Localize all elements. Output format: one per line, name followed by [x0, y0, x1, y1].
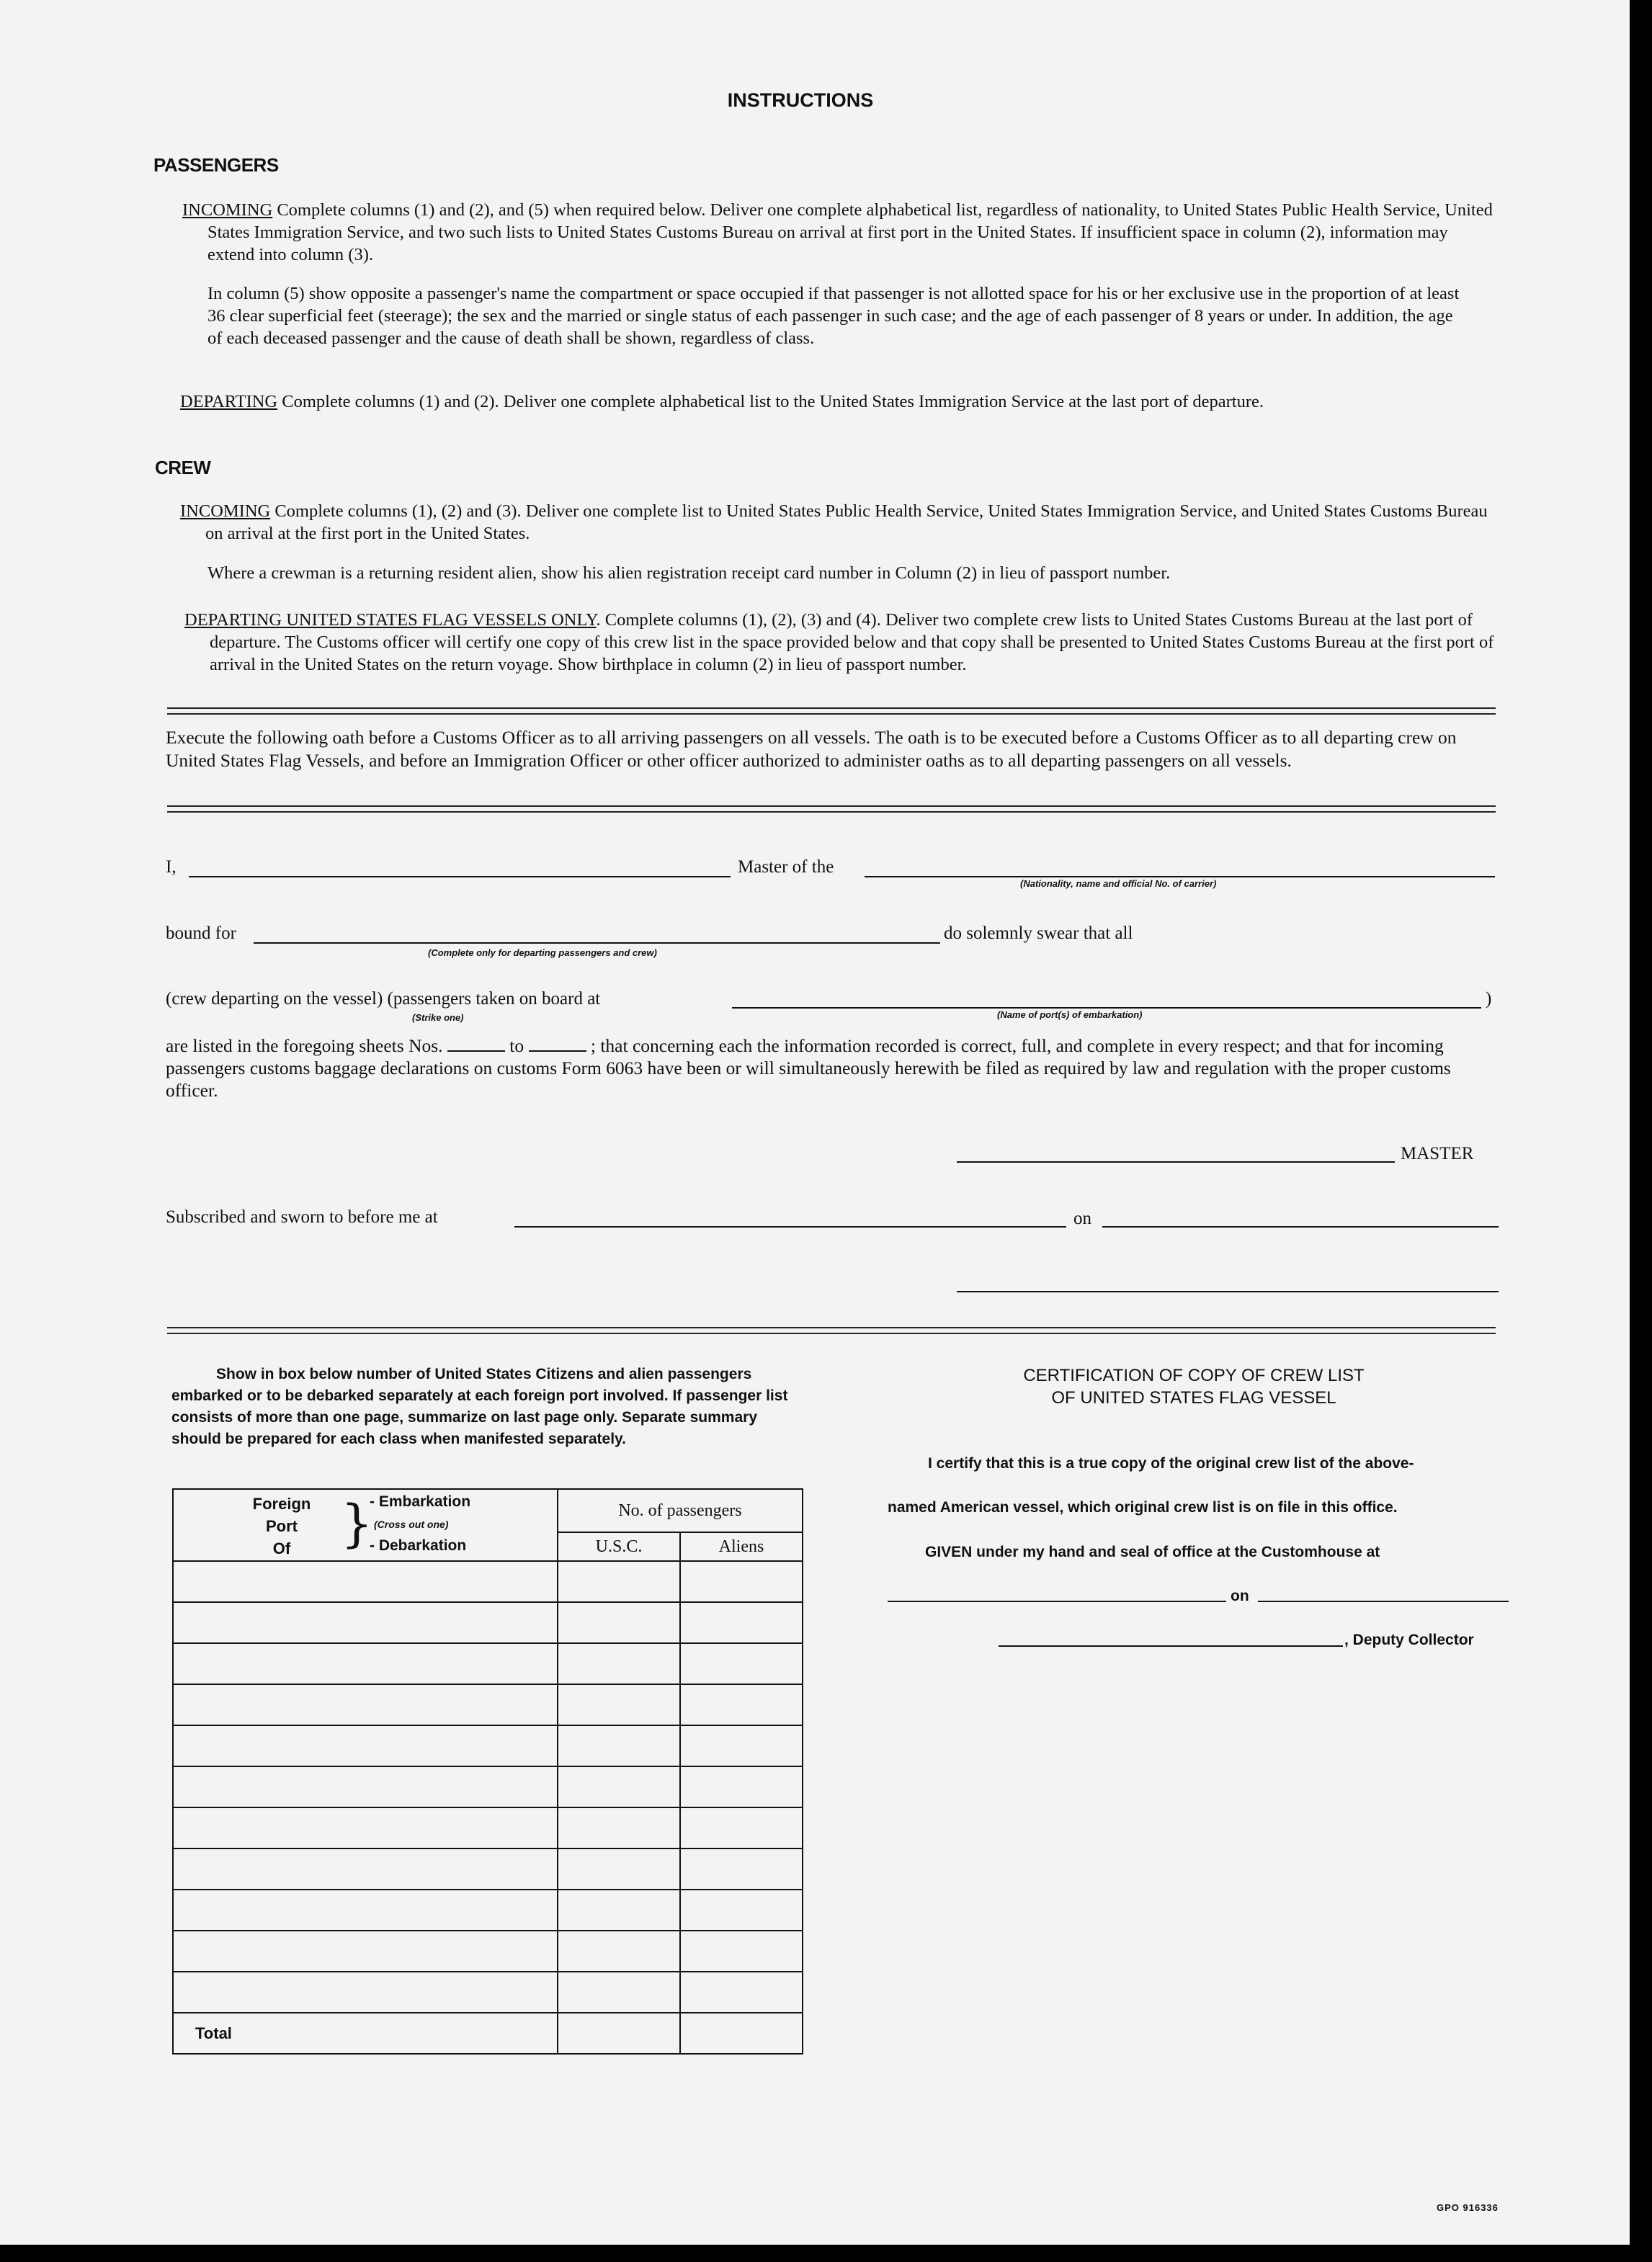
port-cell[interactable]	[173, 1643, 558, 1684]
certification-heading-line1: CERTIFICATION OF COPY OF CREW LIST	[1023, 1366, 1365, 1385]
summary-instructions: Show in box below number of United States Citizens and alien passengers embarked or to be debarked separately at each foreign port involved. If passenger list consists of more than one page, summarize on last page only. Separate summary should be prepared for each class when manifested separately.	[171, 1366, 788, 1447]
carrier-caption: (Nationality, name and official No. of carrier)	[1020, 878, 1217, 889]
passengers-column5-paragraph: In column (5) show opposite a passenger's name the compartment or space occupied if that passenger is not allotted space for his or her exclusive use in the proportion of at least 36 clear superficial feet (steerage); the sex and the married or single status of each passenger in such case; and the age of each passenger of 8 years or under. In addition, the age of each deceased passenger and the cause of death shall be shown, regardless of class.	[207, 284, 1460, 348]
passengers-incoming-label: INCOMING	[182, 200, 273, 220]
port-cell[interactable]	[173, 1561, 558, 1602]
deputy-signature-field[interactable]	[999, 1645, 1343, 1647]
master-of-the-label: Master of the	[738, 857, 834, 877]
strike-one-caption: (Strike one)	[412, 1012, 464, 1023]
usc-header: U.S.C.	[558, 1532, 680, 1561]
certify-on-label: on	[1231, 1588, 1249, 1604]
footer-code: GPO 916336	[1437, 2202, 1499, 2213]
port-cell[interactable]	[173, 1849, 558, 1890]
passengers-incoming-paragraph	[182, 199, 1496, 266]
sheets-to-label: to	[509, 1035, 524, 1056]
debarkation-label: - Debarkation	[370, 1537, 467, 1554]
aliens-cell[interactable]	[680, 1807, 803, 1849]
usc-cell[interactable]	[558, 1972, 680, 2013]
aliens-cell[interactable]	[680, 1766, 803, 1807]
brace-icon: }	[341, 1494, 373, 1553]
certify-date-field[interactable]	[1258, 1601, 1509, 1602]
double-rule	[167, 1327, 1496, 1334]
usc-cell[interactable]	[558, 1890, 680, 1931]
port-cell[interactable]	[173, 1931, 558, 1972]
total-aliens-cell[interactable]	[680, 2013, 803, 2054]
master-signature-field[interactable]	[957, 1161, 1395, 1163]
passengers-departing-text: Complete columns (1) and (2). Deliver one complete alphabetical list to the United States Immigration Service at the last port of departure.	[282, 392, 1264, 411]
deputy-collector-label: , Deputy Collector	[1344, 1632, 1474, 1648]
table-row	[173, 1931, 803, 1972]
crew-departing-label: DEPARTING UNITED STATES FLAG VESSELS ONLY	[184, 610, 597, 630]
master-name-field[interactable]	[189, 876, 731, 877]
table-row	[173, 1684, 803, 1725]
aliens-cell[interactable]	[680, 1931, 803, 1972]
cross-out-label: (Cross out one)	[374, 1519, 449, 1530]
usc-cell[interactable]	[558, 1602, 680, 1643]
usc-cell[interactable]	[558, 1561, 680, 1602]
table-row	[173, 1725, 803, 1766]
port-cell[interactable]	[173, 1807, 558, 1849]
passengers-departing-paragraph	[180, 390, 1496, 413]
passengers-heading: PASSENGERS	[153, 154, 279, 176]
oath-i-label: I,	[166, 857, 177, 877]
crew-incoming-label: INCOMING	[180, 501, 271, 521]
table-row	[173, 1849, 803, 1890]
port-label: Port	[266, 1517, 298, 1535]
sheets-prefix: are listed in the foregoing sheets Nos.	[166, 1035, 443, 1056]
aliens-cell[interactable]	[680, 1972, 803, 2013]
port-cell[interactable]	[173, 1725, 558, 1766]
passengers-departing-label: DEPARTING	[180, 392, 278, 411]
usc-cell[interactable]	[558, 1684, 680, 1725]
port-cell[interactable]	[173, 1766, 558, 1807]
usc-cell[interactable]	[558, 1807, 680, 1849]
sheets-paragraph	[166, 1034, 1484, 1101]
usc-cell[interactable]	[558, 1766, 680, 1807]
aliens-cell[interactable]	[680, 1890, 803, 1931]
customhouse-field[interactable]	[888, 1601, 1226, 1602]
sheet-from-field[interactable]	[447, 1050, 505, 1052]
total-usc-cell[interactable]	[558, 2013, 680, 2054]
subscribed-date-field[interactable]	[1102, 1226, 1499, 1228]
certification-heading-line2: OF UNITED STATES FLAG VESSEL	[1051, 1388, 1336, 1408]
double-rule	[167, 707, 1496, 715]
aliens-cell[interactable]	[680, 1684, 803, 1725]
embarkation-port-field[interactable]	[732, 1007, 1481, 1009]
table-row	[173, 1972, 803, 2013]
embarkation-label: - Embarkation	[370, 1493, 471, 1510]
oath-instructions: Execute the following oath before a Customs Officer as to all arriving passengers on all vessels. The oath is to be executed before a Customs Officer as to all departing crew on United States Flag Vessels, and before an Immigration Officer or other officer authorized to administer oaths as to all departing passengers on all vessels.	[166, 727, 1457, 771]
certify-line2: named American vessel, which original crew list is on file in this office.	[888, 1499, 1398, 1516]
no-of-passengers-header: No. of passengers	[558, 1489, 803, 1532]
table-row	[173, 1602, 803, 1643]
table-row	[173, 1890, 803, 1931]
close-paren: )	[1486, 989, 1492, 1009]
port-caption: (Name of port(s) of embarkation)	[997, 1009, 1143, 1020]
master-label: MASTER	[1401, 1144, 1474, 1163]
passengers-incoming-text: Complete columns (1) and (2), and (5) when required below. Deliver one complete alphabetical list, regardless of nationality, to United States Public Health Service, United States Immigration Service, and two such lists to United States Customs Bureau on arrival at first port in the United States. If insufficient space in column (2), information may extend into column (3).	[207, 200, 1493, 264]
port-cell[interactable]	[173, 1684, 558, 1725]
crew-incoming-paragraph	[180, 500, 1496, 545]
usc-cell[interactable]	[558, 1643, 680, 1684]
foreign-label: Foreign	[252, 1495, 311, 1513]
port-cell[interactable]	[173, 1890, 558, 1931]
total-label: Total	[173, 2013, 558, 2054]
certify-line1: I certify that this is a true copy of the original crew list of the above-	[928, 1455, 1414, 1472]
table-row	[173, 1766, 803, 1807]
crew-departing-text: . Complete columns (1), (2), (3) and (4). Deliver two complete crew lists to United States Customs Bureau at the last port of departure. The Customs officer will certify one copy of this crew list in the space provided below and that copy shall be presented to United States Customs Bureau at the first port of arrival in the United States on the return voyage. Show birthplace in column (2) in lieu of passport number.	[210, 610, 1494, 674]
bound-for-label: bound for	[166, 924, 236, 943]
passenger-summary-table	[172, 1488, 803, 2055]
usc-cell[interactable]	[558, 1725, 680, 1766]
aliens-cell[interactable]	[680, 1643, 803, 1684]
aliens-cell[interactable]	[680, 1602, 803, 1643]
subscribed-on-label: on	[1073, 1209, 1091, 1228]
table-row	[173, 1807, 803, 1849]
aliens-cell[interactable]	[680, 1561, 803, 1602]
double-rule	[167, 805, 1496, 813]
swear-label: do solemnly swear that all	[944, 924, 1133, 943]
page-title: INSTRUCTIONS	[727, 89, 874, 111]
subscribed-place-field[interactable]	[514, 1226, 1066, 1228]
given-line: GIVEN under my hand and seal of office at the Customhouse at	[925, 1544, 1380, 1560]
of-label: Of	[272, 1539, 291, 1557]
bound-for-field[interactable]	[254, 942, 940, 944]
crew-heading: CREW	[155, 457, 211, 478]
aliens-cell[interactable]	[680, 1725, 803, 1766]
officer-signature-field[interactable]	[957, 1291, 1499, 1292]
port-cell[interactable]	[173, 1602, 558, 1643]
table-row	[173, 1643, 803, 1684]
carrier-field[interactable]	[865, 876, 1495, 877]
table-row	[173, 1561, 803, 1602]
subscribed-label: Subscribed and sworn to before me at	[166, 1207, 438, 1227]
aliens-cell[interactable]	[680, 1849, 803, 1890]
crew-passengers-label: (crew departing on the vessel) (passengers taken on board at	[166, 989, 601, 1009]
bound-for-caption: (Complete only for departing passengers and crew)	[428, 947, 657, 958]
crew-resident-paragraph: Where a crewman is a returning resident alien, show his alien registration receipt card number in Column (2) in lieu of passport number.	[207, 563, 1171, 583]
aliens-header: Aliens	[680, 1532, 803, 1561]
sheet-to-field[interactable]	[529, 1050, 586, 1052]
usc-cell[interactable]	[558, 1931, 680, 1972]
usc-cell[interactable]	[558, 1849, 680, 1890]
crew-incoming-text: Complete columns (1), (2) and (3). Deliver one complete list to United States Public Health Service, United States Immigration Service, and United States Customs Bureau on arrival at the first port in the United States.	[205, 501, 1488, 543]
foreign-port-header	[173, 1489, 558, 1561]
port-cell[interactable]	[173, 1972, 558, 2013]
certification-heading	[888, 1364, 1500, 1409]
sheets-rest: ; that concerning each the information recorded is correct, full, and complete in every respect; and that for incoming passengers customs baggage declarations on customs Form 6063 have been or will simultaneously herewith be filed as required by law and regulation with the proper customs officer.	[166, 1035, 1451, 1101]
crew-departing-paragraph	[184, 609, 1496, 676]
